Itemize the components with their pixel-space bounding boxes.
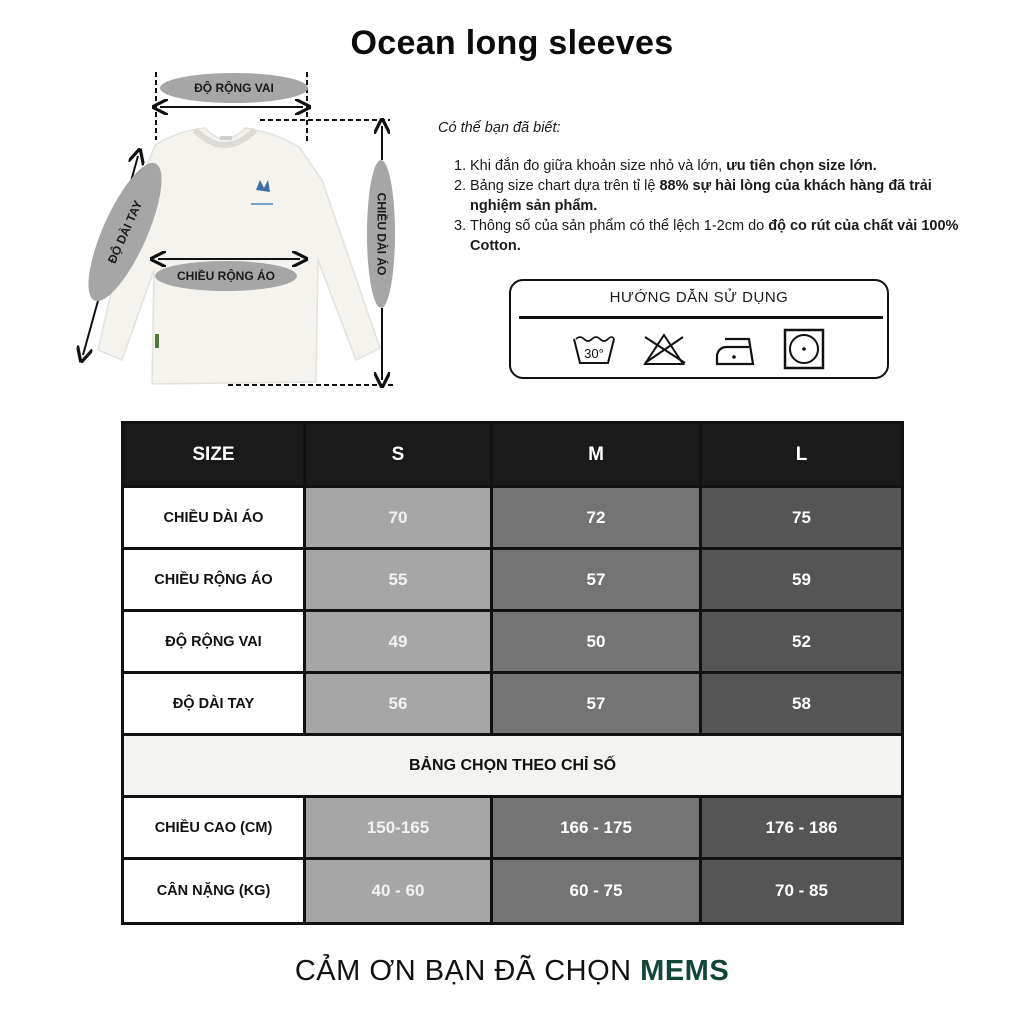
tip-item <box>454 216 978 256</box>
cell-s: 150-165 <box>306 798 493 857</box>
body-width-text: CHIỀU RỘNG ÁO <box>176 269 275 283</box>
table-row <box>124 674 901 736</box>
care-instructions-box <box>509 279 889 379</box>
tip-number: 1. <box>454 158 467 174</box>
body-width-label <box>155 261 297 291</box>
wash-30-icon <box>571 327 617 371</box>
svg-text:30°: 30° <box>584 346 604 361</box>
cell-s: 55 <box>306 550 493 609</box>
row-label: ĐỘ DÀI TAY <box>124 674 306 733</box>
section-row <box>124 736 901 798</box>
iron-low-icon <box>711 327 757 371</box>
cell-s: 40 - 60 <box>306 860 493 922</box>
cell-s: 70 <box>306 488 493 547</box>
row-label: CÂN NẶNG (KG) <box>124 860 306 922</box>
brand-name: MEMS <box>640 955 730 987</box>
row-label: CHIỀU CAO (CM) <box>124 798 306 857</box>
row-label: CHIỀU DÀI ÁO <box>124 488 306 547</box>
table-row <box>124 798 901 860</box>
shoulder-width-label <box>160 73 308 103</box>
page-title: Ocean long sleeves <box>350 24 674 62</box>
body-length-label <box>367 160 395 308</box>
tip-emphasis: 88% sự hài lòng của khách hàng đã trải nghiệm sản phẩm. <box>470 178 932 214</box>
cell-l: 70 - 85 <box>702 860 901 922</box>
section-title: BẢNG CHỌN THEO CHỈ SỐ <box>124 736 901 795</box>
cell-m: 57 <box>493 674 702 733</box>
cell-m: 166 - 175 <box>493 798 702 857</box>
cell-m: 60 - 75 <box>493 860 702 922</box>
shoulder-width-text: ĐỘ RỘNG VAI <box>194 81 274 95</box>
tip-number: 2. <box>454 178 467 194</box>
cell-m: 50 <box>493 612 702 671</box>
cell-s: 56 <box>306 674 493 733</box>
thank-you-footer <box>0 955 1024 988</box>
table-header-row <box>124 424 901 488</box>
footer-text: CẢM ƠN BẠN ĐÃ CHỌN <box>294 955 641 987</box>
tip-text: Khi đắn đo giữa khoản size nhỏ và lớn, <box>470 158 727 174</box>
header-s: S <box>306 424 493 485</box>
tip-text: Bảng size chart dựa trên tỉ lệ <box>470 178 660 194</box>
cell-l: 75 <box>702 488 901 547</box>
tips-list <box>438 156 978 256</box>
row-label: CHIỀU RỘNG ÁO <box>124 550 306 609</box>
header-m: M <box>493 424 702 485</box>
sizing-tips <box>438 118 978 256</box>
care-icons-row <box>511 327 887 371</box>
cell-m: 57 <box>493 550 702 609</box>
table-row <box>124 488 901 550</box>
cell-l: 58 <box>702 674 901 733</box>
tip-item <box>454 156 978 176</box>
sleeve-length-text: ĐỘ DÀI TAY <box>104 198 146 266</box>
header-l: L <box>702 424 901 485</box>
tip-emphasis: ưu tiên chọn size lớn. <box>726 158 877 174</box>
size-chart-table <box>121 421 904 925</box>
tumble-dry-low-icon <box>781 327 827 371</box>
tip-item <box>454 176 978 216</box>
shirt-measurement-diagram <box>60 60 420 400</box>
no-bleach-icon <box>641 327 687 371</box>
table-row <box>124 612 901 674</box>
tip-number: 3. <box>454 218 467 234</box>
row-label: ĐỘ RỘNG VAI <box>124 612 306 671</box>
care-title: HƯỚNG DẪN SỬ DỤNG <box>609 289 789 306</box>
cell-m: 72 <box>493 488 702 547</box>
cell-l: 59 <box>702 550 901 609</box>
cell-l: 176 - 186 <box>702 798 901 857</box>
table-row <box>124 860 901 922</box>
tip-emphasis: độ co rút của chất vải 100% Cotton. <box>470 218 959 254</box>
tips-heading: Có thể bạn đã biết: <box>438 120 561 136</box>
cell-s: 49 <box>306 612 493 671</box>
care-divider <box>519 316 883 319</box>
cell-l: 52 <box>702 612 901 671</box>
body-length-text: CHIỀU DÀI ÁO <box>374 192 389 276</box>
tip-text: Thông số của sản phẩm có thể lệch 1-2cm do <box>470 218 769 234</box>
header-size: SIZE <box>124 424 306 485</box>
table-row <box>124 550 901 612</box>
